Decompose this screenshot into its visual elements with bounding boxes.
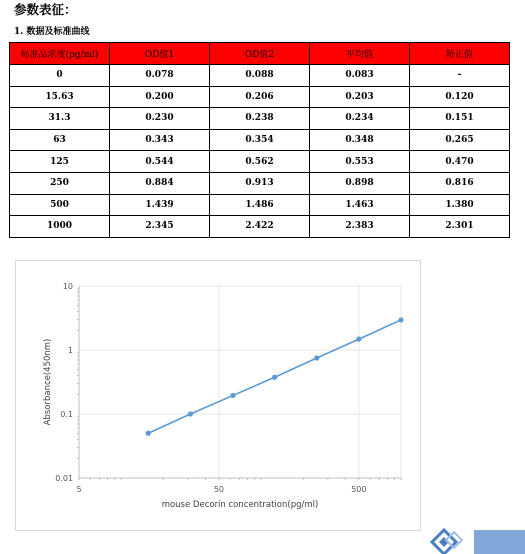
page-heading: 参数表征： [14,2,77,17]
cell-average: 0.083 [310,65,410,87]
standard-curve-chart [15,260,421,531]
cell-concentration: 31.3 [10,108,110,130]
table-row [10,172,510,194]
x-tick-label: 50 [213,485,225,494]
cell-corrected: 0.470 [410,151,510,173]
cell-average: 0.234 [310,108,410,130]
table-header-row [10,43,510,65]
table-row [10,108,510,130]
cell-average: 0.898 [310,172,410,194]
cell-concentration: 0 [10,65,110,87]
col-header-average: 平均值 [310,43,410,65]
cell-od2: 0.088 [210,65,310,87]
table-row [10,86,510,108]
y-tick-label: 0.1 [60,410,73,419]
cell-concentration: 1000 [10,216,110,238]
col-header-od2: OD值2 [210,43,310,65]
cell-od1: 1.439 [110,194,210,216]
standard-data-table [9,42,510,238]
cell-corrected: 0.120 [410,86,510,108]
cell-od2: 0.238 [210,108,310,130]
cell-corrected: 0.816 [410,172,510,194]
cell-concentration: 125 [10,151,110,173]
cell-average: 0.203 [310,86,410,108]
section-title: 1. 数据及标准曲线 [14,27,90,37]
cell-concentration: 500 [10,194,110,216]
cell-corrected: 0.151 [410,108,510,130]
cell-average: 1.463 [310,194,410,216]
table-row [10,65,510,87]
cell-od2: 0.562 [210,151,310,173]
table-row [10,151,510,173]
col-header-od1: OD值1 [110,43,210,65]
data-point [188,411,193,416]
corner-banner [474,530,525,554]
cell-od2: 1.486 [210,194,310,216]
cell-od1: 2.345 [110,216,210,238]
y-axis-title: Absorbance(450nm) [43,338,53,426]
chart-tick-labels [55,282,366,494]
cell-concentration: 15.63 [10,86,110,108]
col-header-concentration: 标准品浓度(pg/ml) [10,43,110,65]
data-point [314,355,319,360]
table-row [10,194,510,216]
cell-average: 0.348 [310,129,410,151]
cell-od2: 2.422 [210,216,310,238]
cell-corrected: - [410,65,510,87]
cell-od1: 0.544 [110,151,210,173]
chart-axes [77,286,401,480]
data-point [146,431,151,436]
y-tick-label: 0.01 [55,474,73,483]
x-tick-label: 500 [351,485,367,494]
chart-canvas [16,261,420,530]
chart-series [146,317,404,436]
x-tick-label: 5 [76,485,82,494]
cell-od2: 0.354 [210,129,310,151]
cell-od1: 0.230 [110,108,210,130]
cell-concentration: 63 [10,129,110,151]
cell-average: 0.553 [310,151,410,173]
cell-corrected: 2.301 [410,216,510,238]
cell-corrected: 0.265 [410,129,510,151]
cell-od1: 0.884 [110,172,210,194]
table-row [10,129,510,151]
chart-gridlines [79,286,401,478]
diamond-logo-icon [424,528,468,554]
y-tick-label: 1 [67,346,73,355]
cell-corrected: 1.380 [410,194,510,216]
table-row [10,216,510,238]
cell-od2: 0.913 [210,172,310,194]
cell-od2: 0.206 [210,86,310,108]
cell-od1: 0.078 [110,65,210,87]
x-axis-title: mouse Decorin concentration(pg/ml) [161,500,319,510]
cell-concentration: 250 [10,172,110,194]
cell-od1: 0.200 [110,86,210,108]
data-point [272,375,277,380]
y-tick-label: 10 [62,282,73,291]
data-point [398,317,403,322]
col-header-corrected: 矫正值 [410,43,510,65]
cell-average: 2.383 [310,216,410,238]
data-point [356,337,361,342]
data-point [230,393,235,398]
cell-od1: 0.343 [110,129,210,151]
